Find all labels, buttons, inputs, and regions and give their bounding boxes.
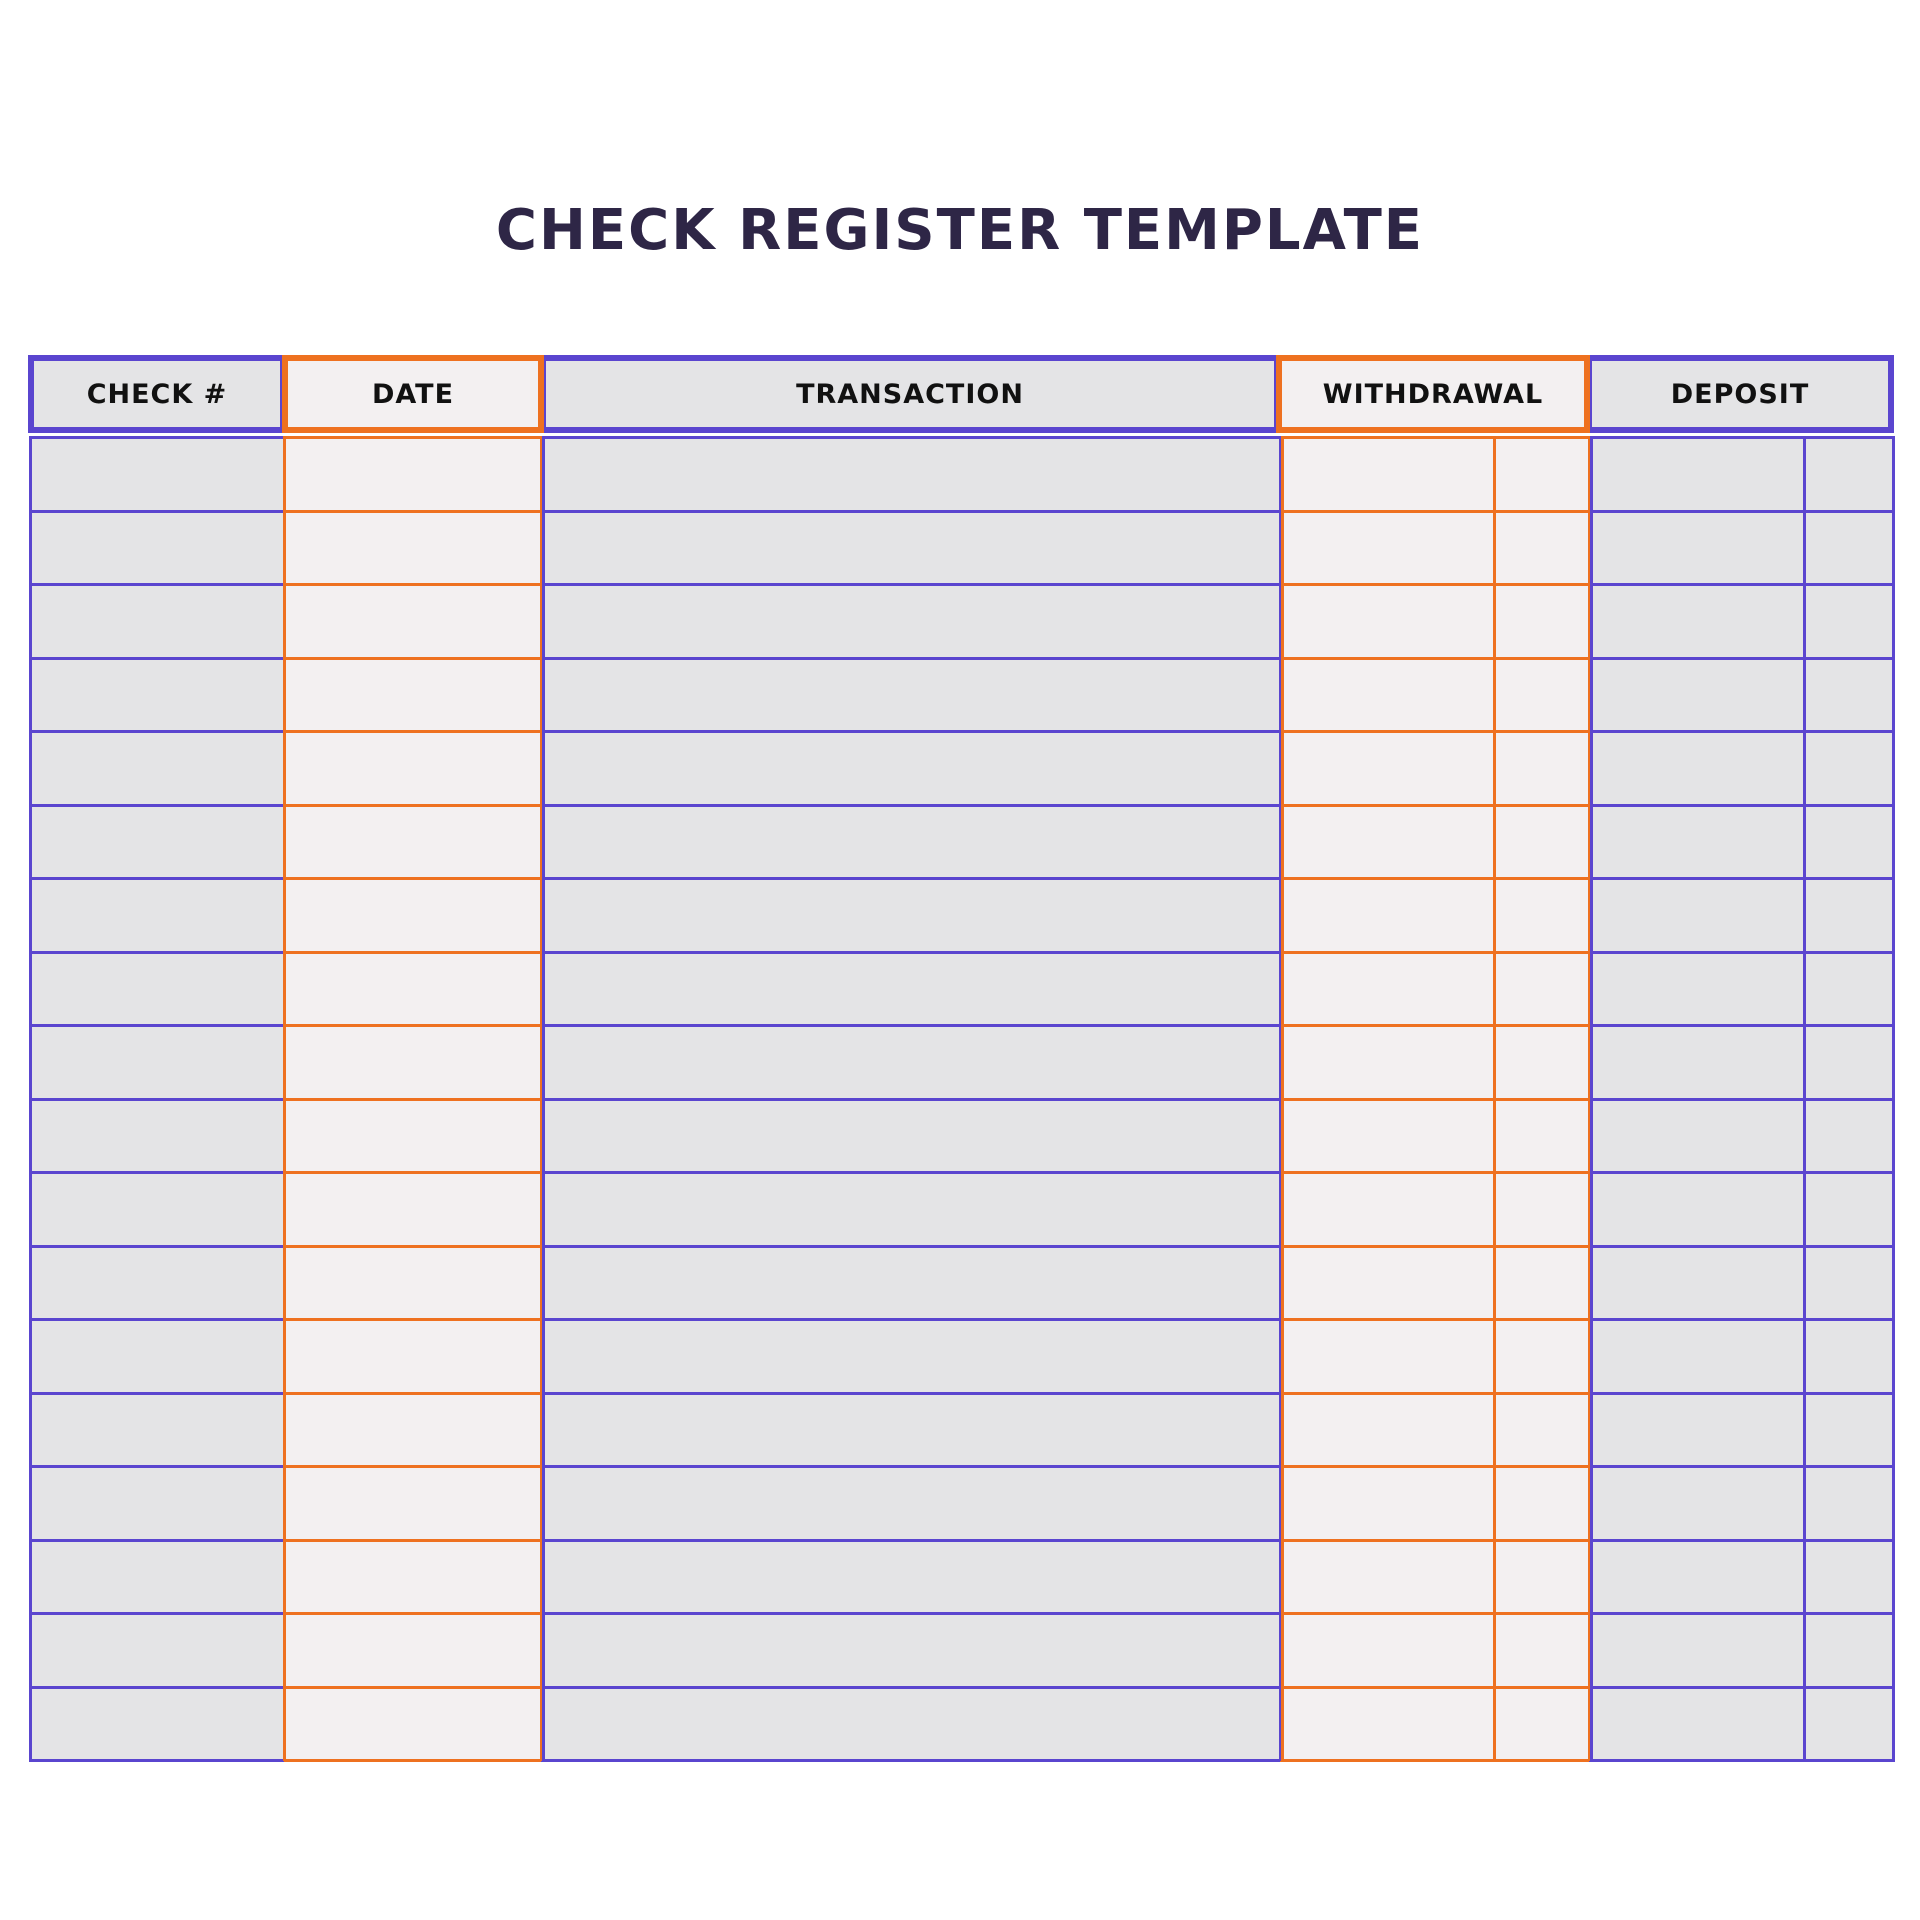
table-row[interactable]	[30, 1172, 1892, 1246]
table-row[interactable]	[30, 1025, 1892, 1099]
header-deposit: DEPOSIT	[1586, 355, 1894, 433]
page-title: CHECK REGISTER TEMPLATE	[495, 198, 1425, 263]
table-row[interactable]	[30, 584, 1892, 658]
table-row[interactable]	[30, 1099, 1892, 1173]
table-row[interactable]	[30, 1466, 1892, 1540]
table-row[interactable]	[30, 1393, 1892, 1467]
table-row[interactable]	[30, 731, 1892, 805]
column-line	[1892, 436, 1895, 1761]
header-transaction: TRANSACTION	[540, 355, 1280, 433]
table-row[interactable]	[30, 511, 1892, 585]
table-row[interactable]	[30, 878, 1892, 952]
table-row[interactable]	[30, 1687, 1892, 1761]
table-row[interactable]	[30, 1540, 1892, 1614]
table-row[interactable]	[30, 1319, 1892, 1393]
table-row[interactable]	[30, 1613, 1892, 1687]
header-check-number: CHECK #	[28, 355, 286, 433]
table-row[interactable]	[30, 1246, 1892, 1320]
table-row[interactable]	[30, 805, 1892, 879]
header-date: DATE	[282, 355, 544, 433]
header-withdrawal: WITHDRAWAL	[1276, 355, 1590, 433]
table-row[interactable]	[30, 952, 1892, 1026]
table-row[interactable]	[30, 437, 1892, 511]
table-row[interactable]	[30, 658, 1892, 732]
